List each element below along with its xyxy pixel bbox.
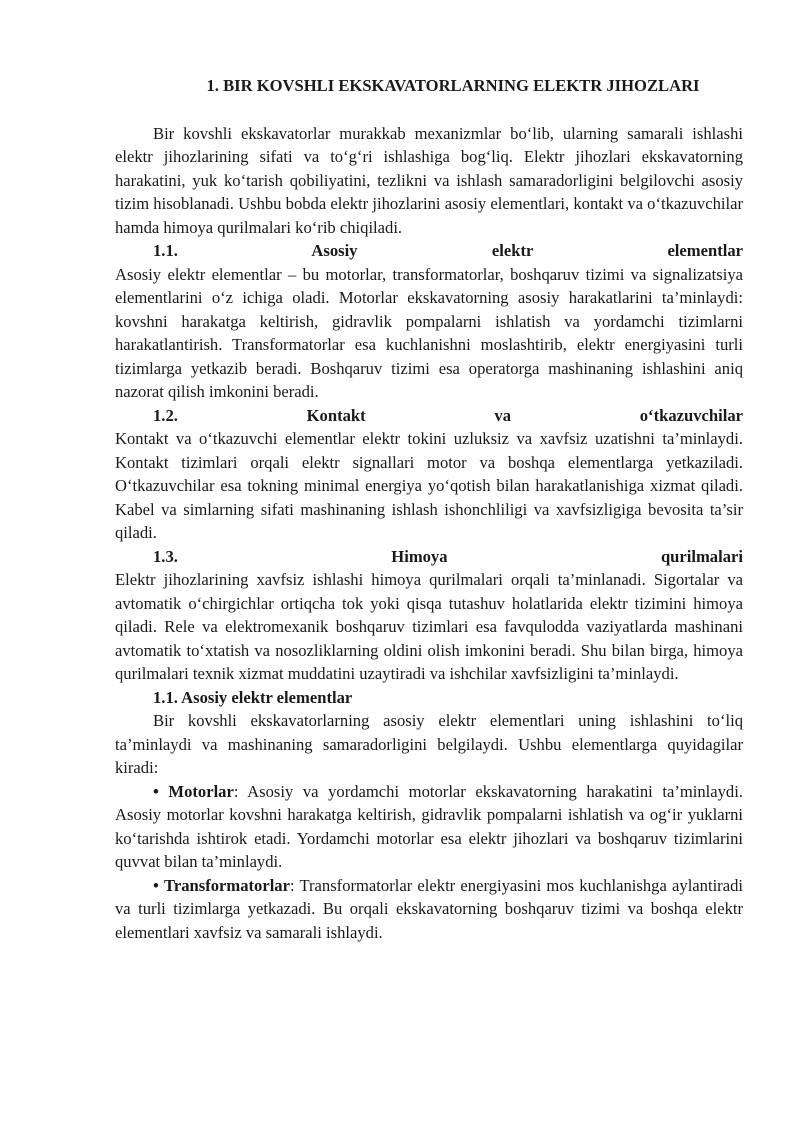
section-body-1-3: Elektr jihozlarining xavfsiz ishlashi himoya qurilmalari orqali ta’minlanadi. Sigortalar va avtomatik o‘chirgichlar ortiqcha tok yoki qisqa tutashuv holatlarida elektr tizimini himoya qiladi. Rele va elektromexanik boshqaruv tizimlari esa favqulodda vaziyatlarda mashinani avtomatik to‘xtatish va nosozliklarning oldini olish imkonini beradi. Shu bilan birga, himoya qurilmalari texnik xizmat muddatini uzaytiradi va ishchilar xavfsizligini ta’minlaydi.	[115, 570, 743, 683]
section-heading-1-2	[115, 404, 743, 428]
section-heading-word: elementlar	[667, 241, 743, 260]
bullet-text: : Asosiy va yordamchi motorlar ekskavatorning harakatini ta’minlaydi. Asosiy motorlar kovshni harakatga keltirish, gidravlik pompalarni ishlatish va og‘ir yuklarni ko‘tarishda ishtirok etadi. Yordamchi motorlar esa elektr jihozlari va boshqaruv tizimlarini quvvat bilan ta’minlaydi.	[115, 781, 743, 871]
section-heading-word: Asosiy	[311, 241, 358, 260]
section-heading-1-1	[115, 239, 743, 263]
section-heading-word: Himoya	[391, 546, 448, 566]
section-heading-word: o‘tkazuvchilar	[639, 405, 743, 425]
bullet-term: Motorlar	[168, 781, 234, 801]
intro-paragraph: Bir kovshli ekskavatorlar murakkab mexanizmlar bo‘lib, ularning samarali ishlashi elektr jihozlarining sifati va to‘g‘ri ishlashiga bog‘liq. Elektr jihozlari ekskavatorning harakatini, yuk ko‘tarish qobiliyatini, tezlikni va ishlash samaradorligini belgilovchi asosiy tizim hisoblanadi. Ushbu bobda elektr jihozlarini asosiy elementlari, kontakt va o‘tkazuvchilar hamda himoya qurilmalari ko‘rib chiqiladi.	[115, 123, 743, 237]
bullet-text: : Transformatorlar elektr energiyasini mos kuchlanishga aylantiradi va turli tizimlarga yetkazadi. Bu orqali ekskavatorning boshqaruv tizimi va boshqa elektr elementlari xavfsiz va samarali ishlaydi.	[115, 875, 743, 942]
detail-intro: Bir kovshli ekskavatorlarning asosiy elektr elementlari uning ishlashini to‘liq ta’minlaydi va mashinaning samaradorligini belgilaydi. Ushbu elementlarga quyidagilar kiradi:	[115, 711, 743, 777]
bullet-item-motorlar	[115, 780, 743, 874]
bullet-icon: •	[153, 781, 159, 801]
section-heading-word: va	[494, 405, 511, 425]
bullet-icon: •	[153, 875, 159, 895]
section-heading-word: Kontakt	[306, 405, 366, 425]
document-title: 1. BIR KOVSHLI EKSKAVATORLARNING ELEKTR JIHOZLARI	[206, 76, 700, 95]
detail-heading: 1.1. Asosiy elektr elementlar	[153, 687, 353, 707]
section-number: 1.1.	[153, 241, 178, 260]
bullet-item-transformatorlar	[115, 874, 743, 945]
document-page	[115, 74, 743, 944]
bullet-term: Transformatorlar	[164, 875, 290, 895]
section-heading-1-3	[115, 545, 743, 569]
section-body-1-1: Asosiy elektr elementlar – bu motorlar, transformatorlar, boshqaruv tizimi va signalizatsiya elementlarini o‘z ichiga oladi. Motorlar ekskavatorning asosiy harakatlarini ta’minlaydi: kovshni harakatga keltirish, gidravlik pompalarni ishlatish va yordamchi tizimlarni harakatlantirish. Transformatorlar esa kuchlanishni moslashtirib, elektr energiyasini turli tizimlarga yetkazib beradi. Boshqaruv tizimi esa operatorga mashinaning ishlashini aniq nazorat qilish imkonini beradi.	[115, 264, 743, 401]
section-body-1-2: Kontakt va o‘tkazuvchi elementlar elektr tokini uzluksiz va xavfsiz uzatishni ta’minlaydi. Kontakt tizimlari orqali elektr signallari motor va boshqa elementlarga yetkaziladi. O‘tkazuvchilar esa tokning minimal energiya yo‘qotish bilan harakatlanishiga xizmat qiladi. Kabel va simlarning sifati mashinaning ishlash ishonchliligi va xavfsizligiga bevosita ta’sir qiladi.	[115, 429, 743, 542]
section-heading-word: qurilmalari	[660, 546, 743, 566]
section-number: 1.3.	[153, 546, 178, 566]
section-heading-word: elektr	[491, 241, 534, 260]
section-number: 1.2.	[153, 405, 178, 425]
